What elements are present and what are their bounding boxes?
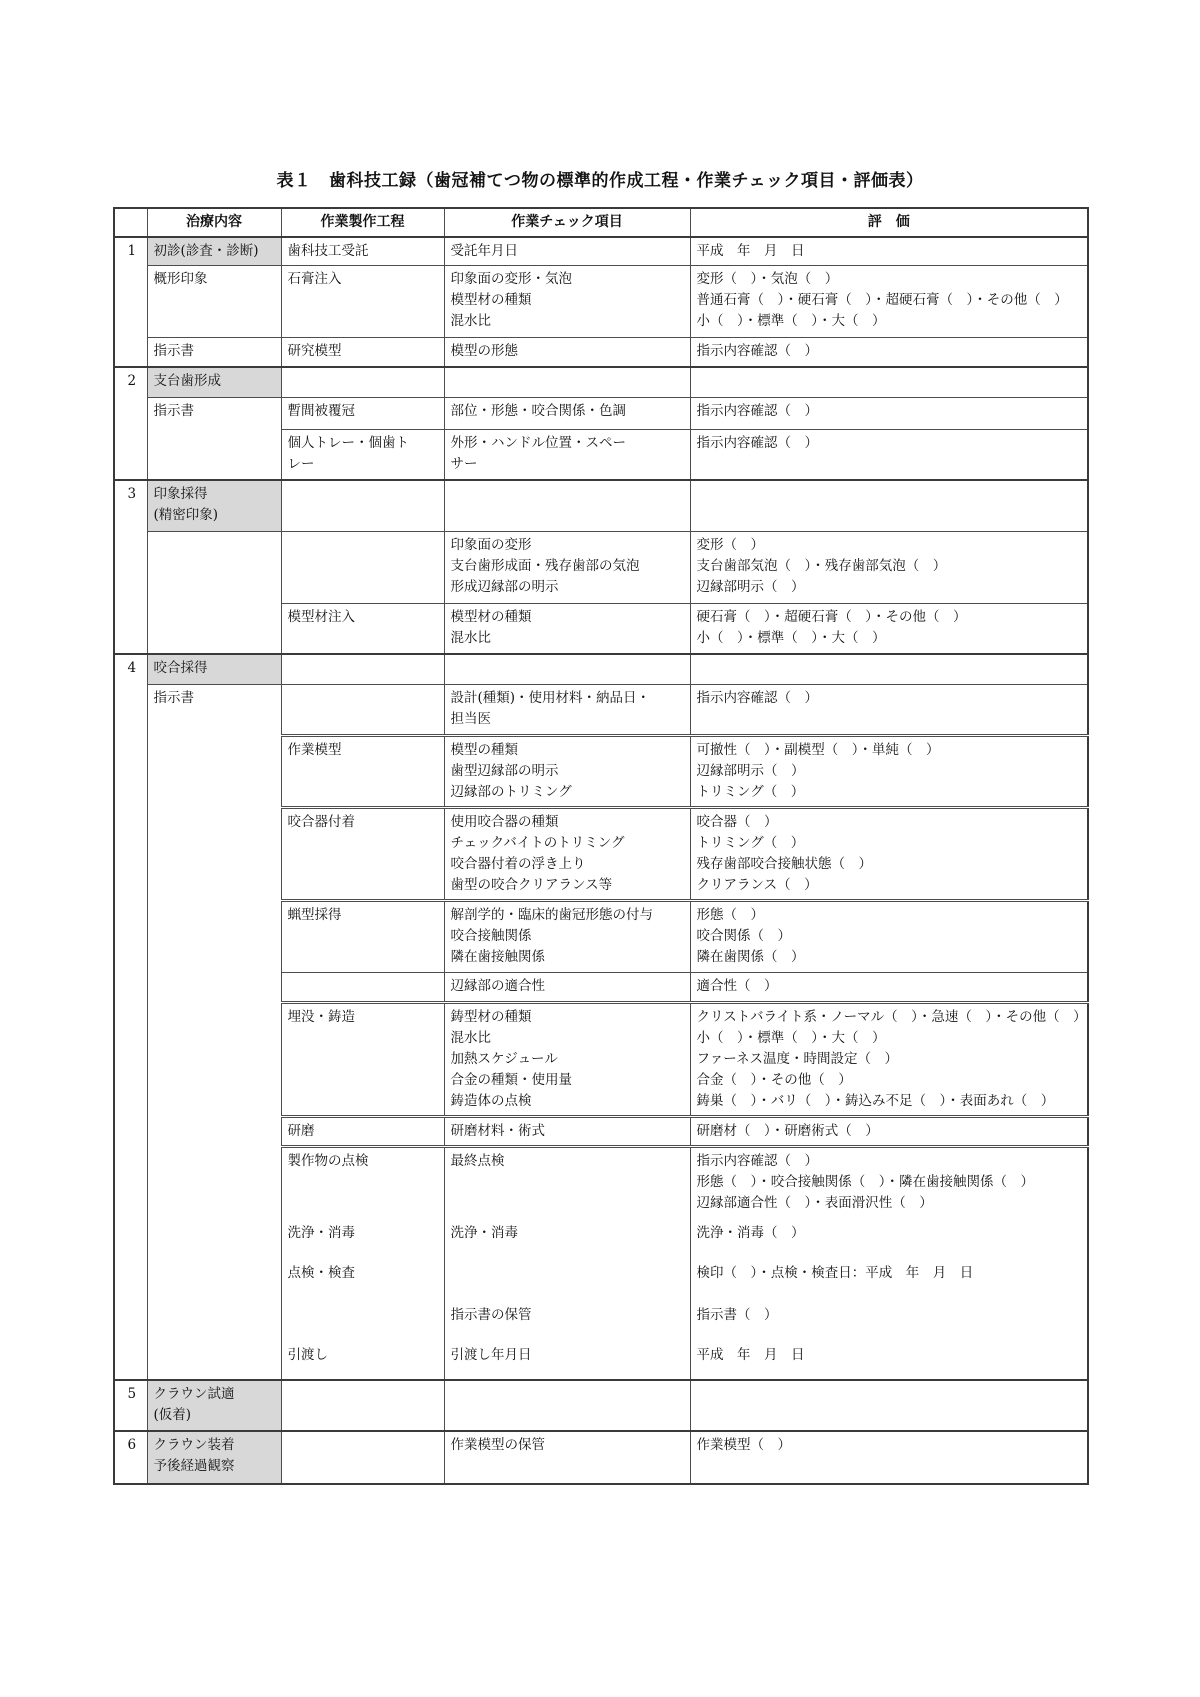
check-item-cell xyxy=(444,1431,690,1484)
evaluation-cell xyxy=(690,337,1088,367)
text-line: (仮着) xyxy=(153,1406,192,1423)
process-cell xyxy=(281,367,444,397)
text-line: 指示書 xyxy=(153,689,194,706)
text-line: サー xyxy=(450,455,478,472)
process-cell xyxy=(281,237,444,265)
check-item-cell xyxy=(444,531,690,603)
text-line: 引渡し年月日 xyxy=(450,1346,532,1363)
text-line: 鋳型材の種類 xyxy=(450,1008,532,1025)
treatment-cell xyxy=(147,531,281,654)
evaluation-cell xyxy=(690,900,1088,972)
check-item-cell xyxy=(444,807,690,900)
text-line: 小（ ）・標準（ ）・大（ ） xyxy=(696,629,886,646)
subrow xyxy=(288,1223,440,1263)
text-line: 辺縁部のトリミング xyxy=(450,783,572,800)
evaluation-cell xyxy=(690,603,1088,654)
treatment-cell xyxy=(147,480,281,531)
text-line: 辺縁部明示（ ） xyxy=(696,762,805,779)
text-line: 解剖学的・臨床的歯冠形態の付与 xyxy=(450,906,653,923)
evaluation-cell xyxy=(690,237,1088,265)
text-line: 模型の形態 xyxy=(450,342,518,359)
dental-record-table xyxy=(113,207,1089,1485)
subrow xyxy=(451,1263,686,1305)
text-line: 咬合器付着の浮き上り xyxy=(450,855,586,872)
column-header: 作業製作工程 xyxy=(281,208,444,237)
text-line: クラウン試適 xyxy=(153,1385,235,1402)
text-line: 支台歯形成 xyxy=(153,373,221,389)
subrow xyxy=(451,1305,686,1345)
check-item-cell xyxy=(444,684,690,735)
text-line: 設計(種類)・使用材料・納品日・ xyxy=(450,689,651,706)
evaluation-cell xyxy=(690,684,1088,735)
treatment-cell xyxy=(147,337,281,367)
text-line: 合金（ ）・その他（ ） xyxy=(696,1071,852,1088)
check-item-cell xyxy=(444,972,690,1002)
evaluation-cell xyxy=(690,367,1088,397)
table-row xyxy=(114,480,1088,531)
text-line: 支台歯部気泡（ ）・残存歯部気泡（ ） xyxy=(696,557,947,574)
text-line: 受託年月日 xyxy=(450,243,518,259)
process-cell xyxy=(281,480,444,531)
subrow xyxy=(697,1263,1084,1305)
table-row xyxy=(114,684,1088,735)
process-cell xyxy=(281,654,444,684)
table-row xyxy=(114,654,1088,684)
subrow xyxy=(288,1345,440,1379)
text-line: 暫間被覆冠 xyxy=(287,402,355,419)
text-line: 石膏注入 xyxy=(287,270,342,287)
text-line: 研究模型 xyxy=(287,342,342,359)
process-cell xyxy=(281,603,444,654)
text-line: 印象採得 xyxy=(153,486,208,502)
table-row xyxy=(114,531,1088,603)
table-row xyxy=(114,337,1088,367)
subrow xyxy=(288,1305,440,1345)
subrow xyxy=(697,1305,1084,1345)
text-line: 隣在歯関係（ ） xyxy=(696,948,805,965)
text-line: 歯科技工受託 xyxy=(287,243,369,259)
treatment-cell xyxy=(147,397,281,480)
text-line: 適合性（ ） xyxy=(696,977,778,994)
evaluation-cell xyxy=(690,1116,1088,1146)
subrow xyxy=(288,1263,440,1305)
text-line: 洗浄・消毒 xyxy=(287,1224,355,1241)
process-cell xyxy=(281,807,444,900)
text-line: 指示内容確認（ ） xyxy=(696,402,818,419)
text-line: 指示書 xyxy=(153,342,194,359)
process-cell xyxy=(281,1146,444,1380)
text-line: 使用咬合器の種類 xyxy=(450,813,559,830)
text-line: 洗浄・消毒（ ） xyxy=(696,1224,805,1241)
text-line: 残存歯部咬合接触状態（ ） xyxy=(696,855,872,872)
check-item-cell xyxy=(444,480,690,531)
column-header xyxy=(114,208,147,237)
text-line: 変形（ ）・気泡（ ） xyxy=(696,270,839,287)
process-cell xyxy=(281,265,444,337)
check-item-cell xyxy=(444,1380,690,1431)
process-cell xyxy=(281,397,444,429)
process-cell xyxy=(281,337,444,367)
text-line: 歯型の咬合クリアランス等 xyxy=(450,876,613,893)
text-line: 小（ ）・標準（ ）・大（ ） xyxy=(696,1029,886,1046)
text-line: 合金の種類・使用量 xyxy=(450,1071,572,1088)
text-line: 鋳造体の点検 xyxy=(450,1092,532,1109)
text-line: 形成辺縁部の明示 xyxy=(450,578,559,595)
check-item-cell xyxy=(444,397,690,429)
text-line: トリミング（ ） xyxy=(696,783,805,800)
text-line: 支台歯形成面・残存歯部の気泡 xyxy=(450,557,640,574)
process-cell xyxy=(281,735,444,807)
table-row xyxy=(114,367,1088,397)
text-line: クラウン装着 xyxy=(153,1436,235,1453)
text-line: 指示書の保管 xyxy=(450,1306,532,1323)
process-cell xyxy=(281,429,444,480)
treatment-cell xyxy=(147,1431,281,1484)
evaluation-cell xyxy=(690,429,1088,480)
table-row xyxy=(114,1380,1088,1431)
text-line: 咬合採得 xyxy=(153,660,208,676)
text-line: 混水比 xyxy=(450,629,491,646)
text-line: 辺縁部明示（ ） xyxy=(696,578,805,595)
subrow xyxy=(697,1151,1084,1223)
text-line: 引渡し xyxy=(287,1346,328,1363)
check-item-cell xyxy=(444,654,690,684)
text-line: 指示書 xyxy=(153,402,194,419)
evaluation-cell xyxy=(690,735,1088,807)
check-item-cell xyxy=(444,1002,690,1116)
text-line: 咬合器（ ） xyxy=(696,813,778,830)
text-line: 平成 年 月 日 xyxy=(696,1346,805,1363)
evaluation-cell xyxy=(690,1002,1088,1116)
text-line: 部位・形態・咬合関係・色調 xyxy=(450,402,626,419)
text-line: 鋳巣（ ）・バリ（ ）・鋳込み不足（ ）・表面あれ（ ） xyxy=(696,1092,1055,1109)
text-line: 初診(診査・診断) xyxy=(153,243,259,259)
subrow xyxy=(697,1223,1084,1263)
process-cell xyxy=(281,1380,444,1431)
evaluation-cell xyxy=(690,531,1088,603)
section-number: 2 xyxy=(114,367,147,480)
text-line: レー xyxy=(287,455,315,472)
column-header: 治療内容 xyxy=(147,208,281,237)
table-row xyxy=(114,397,1088,429)
evaluation-cell xyxy=(690,1146,1088,1380)
text-line: チェックバイトのトリミング xyxy=(450,834,625,851)
evaluation-cell xyxy=(690,654,1088,684)
text-line: 印象面の変形・気泡 xyxy=(450,270,572,287)
text-line: トリミング（ ） xyxy=(696,834,805,851)
text-line: 蝋型採得 xyxy=(287,906,342,923)
check-item-cell xyxy=(444,337,690,367)
section-number: 4 xyxy=(114,654,147,1380)
text-line: (精密印象) xyxy=(153,507,219,523)
text-line: 作業模型 xyxy=(287,741,342,758)
check-item-cell xyxy=(444,367,690,397)
text-line: 混水比 xyxy=(450,1029,491,1046)
evaluation-cell xyxy=(690,265,1088,337)
section-number: 5 xyxy=(114,1380,147,1431)
check-item-cell xyxy=(444,1146,690,1380)
text-line: 辺縁部の適合性 xyxy=(450,977,545,994)
section-number: 1 xyxy=(114,237,147,367)
process-cell xyxy=(281,1431,444,1484)
text-line: クリストバライト系・ノーマル（ ）・急速（ ）・その他（ ） xyxy=(696,1008,1087,1025)
evaluation-cell xyxy=(690,1380,1088,1431)
text-line: 模型材の種類 xyxy=(450,291,532,308)
text-line: 変形（ ） xyxy=(696,536,764,553)
subrow xyxy=(288,1151,440,1223)
text-line: 歯型辺縁部の明示 xyxy=(450,762,559,779)
text-line: 洗浄・消毒 xyxy=(450,1224,518,1241)
text-line: 辺縁部適合性（ ）・表面滑沢性（ ） xyxy=(696,1194,933,1211)
treatment-cell xyxy=(147,265,281,337)
text-line: 混水比 xyxy=(450,312,491,329)
text-line: ファーネス温度・時間設定（ ） xyxy=(696,1050,899,1067)
text-line: 概形印象 xyxy=(153,270,208,287)
section-number: 6 xyxy=(114,1431,147,1484)
process-cell xyxy=(281,1002,444,1116)
text-line: 印象面の変形 xyxy=(450,536,532,553)
text-line: 最終点検 xyxy=(450,1152,505,1169)
text-line: 模型材の種類 xyxy=(450,608,532,625)
text-line: 外形・ハンドル位置・スペー xyxy=(450,434,626,451)
text-line: 硬石膏（ ）・超硬石膏（ ）・その他（ ） xyxy=(696,608,967,625)
text-line: 可撤性（ ）・副模型（ ）・単純（ ） xyxy=(696,741,940,758)
text-line: 模型材注入 xyxy=(287,608,355,625)
evaluation-cell xyxy=(690,397,1088,429)
text-line: 指示内容確認（ ） xyxy=(696,342,818,359)
check-item-cell xyxy=(444,603,690,654)
text-line: 普通石膏（ ）・硬石膏（ ）・超硬石膏（ ）・その他（ ） xyxy=(696,291,1068,308)
evaluation-cell xyxy=(690,1431,1088,1484)
check-item-cell xyxy=(444,900,690,972)
process-cell xyxy=(281,531,444,603)
table-row xyxy=(114,237,1088,265)
section-number: 3 xyxy=(114,480,147,654)
text-line: 形態（ ） xyxy=(696,906,764,923)
text-line: 点検・検査 xyxy=(287,1264,355,1281)
text-line: 咬合関係（ ） xyxy=(696,927,791,944)
text-line xyxy=(451,1263,686,1284)
check-item-cell xyxy=(444,265,690,337)
text-line: 個人トレー・個歯ト xyxy=(287,434,409,451)
treatment-cell xyxy=(147,654,281,684)
evaluation-cell xyxy=(690,972,1088,1002)
check-item-cell xyxy=(444,735,690,807)
check-item-cell xyxy=(444,429,690,480)
process-cell xyxy=(281,1116,444,1146)
text-line: 小（ ）・標準（ ）・大（ ） xyxy=(696,312,886,329)
table-row xyxy=(114,1431,1088,1484)
text-line: 加熱スケジュール xyxy=(450,1050,558,1067)
process-cell xyxy=(281,900,444,972)
subrow xyxy=(451,1345,686,1379)
process-cell xyxy=(281,684,444,735)
text-line: 検印（ ）・点検・検査日：平成 年 月 日 xyxy=(696,1264,974,1281)
text-line: 作業模型の保管 xyxy=(450,1436,545,1453)
table-header-row xyxy=(114,208,1088,237)
subrow xyxy=(451,1151,686,1223)
text-line: 形態（ ）・咬合接触関係（ ）・隣在歯接触関係（ ） xyxy=(696,1173,1034,1190)
text-line: 埋没・鋳造 xyxy=(287,1008,355,1025)
text-line: クリアランス（ ） xyxy=(696,876,818,893)
treatment-cell xyxy=(147,237,281,265)
column-header: 作業チェック項目 xyxy=(444,208,690,237)
text-line: 製作物の点検 xyxy=(287,1152,369,1169)
text-line: 咬合器付着 xyxy=(287,813,355,830)
check-item-cell xyxy=(444,1116,690,1146)
column-header: 評 価 xyxy=(690,208,1088,237)
text-line: 指示内容確認（ ） xyxy=(696,689,818,706)
text-line: 模型の種類 xyxy=(450,741,518,758)
table-title: 表１ 歯科技工録（歯冠補てつ物の標準的作成工程・作業チェック項目・評価表） xyxy=(276,171,924,191)
text-line: 研磨材（ ）・研磨術式（ ） xyxy=(696,1122,879,1139)
text-line xyxy=(288,1305,440,1326)
text-line: 予後経過観察 xyxy=(153,1457,235,1474)
text-line: 作業模型（ ） xyxy=(696,1436,791,1453)
table-row xyxy=(114,265,1088,337)
text-line: 研磨 xyxy=(287,1122,315,1139)
text-line: 平成 年 月 日 xyxy=(696,243,805,259)
text-line: 指示内容確認（ ） xyxy=(696,434,818,451)
evaluation-cell xyxy=(690,480,1088,531)
evaluation-cell xyxy=(690,807,1088,900)
text-line: 担当医 xyxy=(450,710,491,727)
check-item-cell xyxy=(444,237,690,265)
text-line: 指示書（ ） xyxy=(696,1306,778,1323)
text-line: 隣在歯接触関係 xyxy=(450,948,545,965)
treatment-cell xyxy=(147,1380,281,1431)
subrow xyxy=(451,1223,686,1263)
subrow xyxy=(697,1345,1084,1379)
process-cell xyxy=(281,972,444,1002)
text-line: 咬合接触関係 xyxy=(450,927,532,944)
text-line: 指示内容確認（ ） xyxy=(696,1152,818,1169)
treatment-cell xyxy=(147,367,281,397)
treatment-cell xyxy=(147,684,281,1380)
text-line: 研磨材料・術式 xyxy=(450,1122,545,1139)
